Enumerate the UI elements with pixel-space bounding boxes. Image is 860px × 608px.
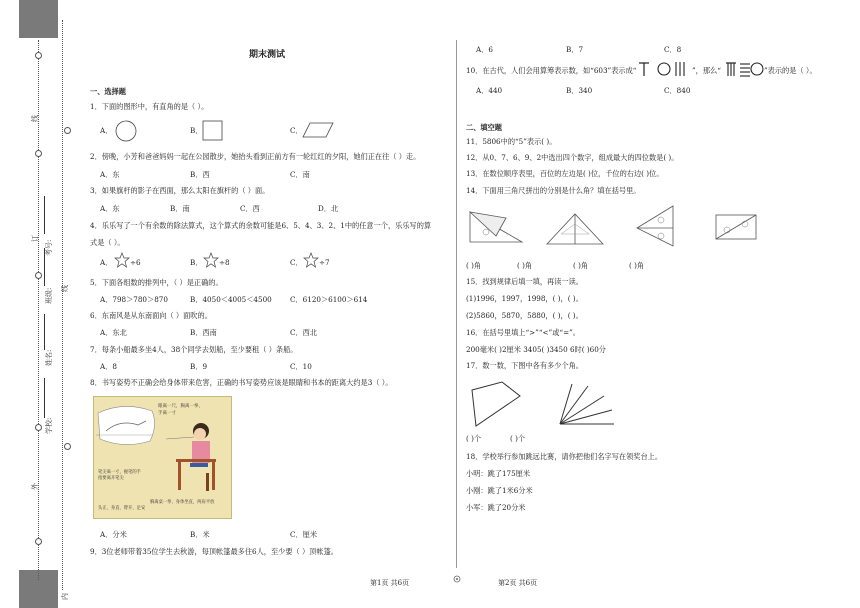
question-9: 9．3位老师带着35位学生去秋游，每顶帐篷最多住6人，至少要（ ）顶帐篷。 <box>90 547 338 556</box>
section-heading: 一、选择题 <box>90 87 126 96</box>
question-4: 4．乐乐写了一个有余数的除法算式，这个算式的余数可能是6、5、4、3、2、1中的任意一个，乐乐写的算 <box>90 221 432 230</box>
question-12: 12．从0、7、6、9、2中选出四个数字，组成最大的四位数是( )。 <box>466 153 679 162</box>
q3-option-a: A．东 <box>100 204 120 213</box>
question-15: 15．找到规律后填一填，再读一读。 <box>466 277 583 286</box>
star-icon <box>303 252 319 268</box>
illustration-note-4: 胸离桌一拳，身体坐直，两肩平放 <box>150 500 215 505</box>
zero-circle <box>750 61 764 77</box>
q17-blank-1: ( )个 <box>466 434 482 443</box>
question-15-part-1: (1)1996，1997，1998，( )，( )。 <box>466 294 583 303</box>
q1-option-c: C． <box>290 126 303 135</box>
q7-option-b: B．9 <box>190 362 208 371</box>
binding-label-line-2: 线 <box>61 285 69 292</box>
q14-blank-3: ( )角 <box>573 261 589 270</box>
set-square-figure-1 <box>466 208 526 246</box>
center-mark-icon <box>453 575 461 583</box>
class-field: 班级: <box>45 287 53 304</box>
q9-option-c: C．8 <box>664 45 682 54</box>
page-title: 期末测试 <box>249 50 286 60</box>
binding-label-order: 订 <box>31 235 39 242</box>
page-number-left: 第1页 共6页 <box>370 579 410 587</box>
q10-option-c: C．840 <box>664 86 691 95</box>
q3-option-c: C．西 <box>240 204 260 213</box>
q8-option-a: A．分米 <box>100 530 127 539</box>
q7-option-a: A．8 <box>100 362 117 371</box>
question-8: 8．书写姿势不正确会给身体带来危害，正确的书写姿势应该是眼睛和书本的距离大约是3（ ）。 <box>90 378 393 387</box>
question-10-c: ”表示的是（ ）。 <box>764 66 817 75</box>
binding-label-outer: 外 <box>31 483 39 490</box>
question-14: 14．下面用三角尺拼出的分别是什么角？填在括号里。 <box>466 186 641 195</box>
binding-hole <box>64 443 71 450</box>
illustration-note-2: 手离一寸 <box>158 411 176 416</box>
school-underline <box>44 378 45 418</box>
binding-hole <box>35 538 42 545</box>
binding-hole <box>35 150 42 157</box>
question-10-a: 10．在古代，人们会用算筹表示数，如“603”表示成“ <box>466 66 637 75</box>
q5-option-a: A．798＞780＞870 <box>100 295 168 304</box>
q4-option-c: C． <box>290 258 303 267</box>
binding-hole <box>35 424 42 431</box>
set-square-figure-3 <box>633 202 679 248</box>
question-16: 16．在括号里填上“>”“<”或“=”。 <box>466 328 580 337</box>
q4-option-a: A． <box>100 258 113 267</box>
q2-option-c: C．南 <box>290 170 310 179</box>
q18-xiaojun: 小军：跳了20分米 <box>466 503 526 512</box>
q8-option-c: C．厘米 <box>290 530 318 539</box>
q3-option-d: D．北 <box>318 204 339 213</box>
q4-b-divisor: ÷8 <box>219 258 230 267</box>
question-6: 6．东南风是从东南面向（ ）面吹的。 <box>90 311 212 320</box>
square-shape <box>202 120 224 142</box>
binding-top-block <box>19 0 58 38</box>
question-11: 11．5806中的“5”表示( )。 <box>466 137 557 146</box>
column-divider <box>456 40 457 568</box>
question-10-b: ”，那么“ <box>692 66 721 75</box>
name-field: 姓名: <box>45 349 53 366</box>
q14-blank-4: ( )角 <box>629 261 645 270</box>
question-18: 18．学校举行参加跳远比赛，请你把他们名字写在领奖台上。 <box>466 452 663 461</box>
circle-shape <box>114 119 138 143</box>
posture-illustration <box>93 396 232 519</box>
q5-option-b: B．4050＜4005＜4500 <box>190 295 272 304</box>
q14-blank-1: ( )角 <box>466 261 482 270</box>
q1-option-a: A． <box>100 126 113 135</box>
angle-rays-figure <box>556 380 616 428</box>
question-16-items: 200毫米( )2厘米 3405( )3450 6时( )60分 <box>466 345 606 354</box>
section-heading-2: 二、填空题 <box>466 123 502 132</box>
star-icon <box>203 252 219 268</box>
exam-no-underline <box>44 196 45 234</box>
q3-option-b: B．南 <box>170 204 190 213</box>
q18-xiaoming: 小明：跳了175厘米 <box>466 469 531 478</box>
binding-hole <box>35 52 42 59</box>
star-icon <box>114 252 130 268</box>
q5-option-c: C．6120＞6100＞614 <box>290 295 368 304</box>
set-square-figure-4 <box>713 212 759 242</box>
q1-option-b: B． <box>190 126 203 135</box>
q17-blank-2: ( )个 <box>510 434 526 443</box>
exam-no-field: 考号: <box>45 239 53 256</box>
q7-option-c: C．10 <box>290 362 312 371</box>
binding-hole <box>64 127 71 134</box>
class-underline <box>44 248 45 286</box>
q4-c-divisor: ÷7 <box>319 258 330 267</box>
question-7: 7．每条小船最多坐4人，38个同学去划船，至少要租（ ）条船。 <box>90 345 298 354</box>
question-1: 1．下面的图形中，有直角的是（ ）。 <box>90 102 209 111</box>
q9-option-b: B．7 <box>566 45 584 54</box>
set-square-figure-2 <box>545 210 605 246</box>
q6-option-c: C．西北 <box>290 328 318 337</box>
question-13: 13．在数位顺序表里，百位的左边是( )位，千位的右边( )位。 <box>466 169 664 178</box>
illustration-note-1: 眼离一尺，胸离一拳， <box>158 404 203 409</box>
illustration-note-3: 笔尖离一寸，握笔的手指要离开笔尖 <box>98 470 141 481</box>
parallelogram-shape <box>302 122 334 138</box>
q2-option-a: A．东 <box>100 170 120 179</box>
question-5: 5．下面各组数的排列中，（ ）是正确的。 <box>90 278 223 287</box>
question-2: 2．傍晚，小芳和爸爸妈妈一起在公园散步，她抬头看到正前方有一轮红红的夕阳，她们正在往（ ）走。 <box>90 152 421 161</box>
illustration-note-5: 头正、身直、臂开、足安 <box>98 506 146 511</box>
q10-option-b: B．340 <box>566 86 593 95</box>
page-number-right: 第2页 共6页 <box>498 579 538 587</box>
binding-label-line: 线 <box>31 115 39 122</box>
question-3: 3．如果旗杆的影子在西面，那么太阳在旗杆的（ ）面。 <box>90 186 270 195</box>
q4-a-divisor: ÷6 <box>130 258 141 267</box>
q4-option-b: B． <box>190 258 203 267</box>
q8-option-b: B．米 <box>190 530 210 539</box>
question-17: 17．数一数，下图中各有多少个角。 <box>466 361 583 370</box>
q9-option-a: A．6 <box>476 45 493 54</box>
binding-hole <box>35 272 42 279</box>
q2-option-b: B．西 <box>190 170 210 179</box>
question-15-part-2: (2)5860，5870，5880，( )，( )。 <box>466 311 583 320</box>
q6-option-a: A．东北 <box>100 328 127 337</box>
q10-option-a: A．440 <box>476 86 503 95</box>
question-4-cont: 式是（ ）。 <box>90 238 125 247</box>
q14-blank-2: ( )角 <box>517 261 533 270</box>
binding-label-inner: 内 <box>61 593 69 600</box>
quadrilateral-figure <box>468 380 524 430</box>
school-field: 学校: <box>45 417 53 434</box>
q6-option-b: B．西南 <box>190 328 217 337</box>
q18-xiaogang: 小刚：跳了1米6分米 <box>466 486 533 495</box>
binding-dotted-line-2 <box>62 20 63 590</box>
counting-rods-603 <box>636 60 692 78</box>
name-underline <box>44 314 45 350</box>
